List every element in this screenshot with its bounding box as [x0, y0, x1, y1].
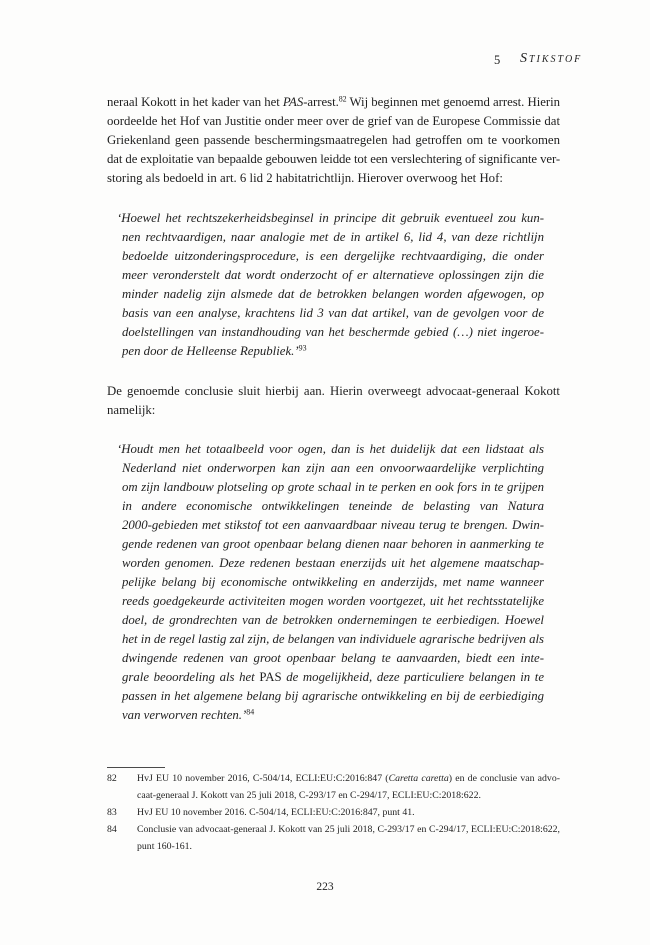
quote-line: [122, 342, 544, 361]
page-number: 223: [316, 881, 334, 893]
footnote-ref: 82: [338, 94, 347, 104]
quote-line: [122, 668, 544, 687]
body-paragraph: [107, 382, 560, 420]
text-segment: HvJ EU 10 november 2016, C-504/14, ECLI:EU:C:2016:847 (: [137, 773, 389, 784]
footnote-text: [137, 770, 560, 804]
text-line: Griekenland geen passende beschermingsmaatregelen had getroffen om te voorkomen: [107, 133, 560, 147]
text-line: De genoemde conclusie sluit hierbij aan. Hierin overweegt advocaat-generaal Kokott: [107, 384, 560, 398]
text-segment: de mogelijkheid, deze particuliere belangen in te: [281, 670, 544, 684]
footnote-line: caat-generaal J. Kokott van 25 juli 2018, C-293/17 en C-294/17, ECLI:EU:C:2018:622.: [137, 790, 481, 801]
text-segment: van verworven rechten.’: [122, 708, 247, 722]
chapter-title: Stikstof: [520, 51, 583, 66]
footnote-ref: 93: [298, 343, 307, 353]
quote-line: nen rechtvaardigen, naar analogie met de in artikel 6, lid 4, van deze richtlijn: [122, 230, 544, 244]
footnote-line: HvJ EU 10 november 2016. C-504/14, ECLI:EU:C:2016:847, punt 41.: [137, 807, 415, 818]
quote-line: ‘Hoewel het rechtszekerheidsbeginsel in principe dit gebruik eventueel zou kun-: [117, 211, 544, 225]
text-segment: -arrest.: [303, 95, 339, 109]
body-paragraph: [107, 93, 560, 188]
block-quote: [117, 440, 544, 725]
quote-line: het in de regel lastig zal zijn, de belangen van individuele agrarische bedrijven als: [122, 632, 544, 646]
chapter-number: 5: [494, 53, 501, 67]
quote-line: om zijn landbouw plotseling op grote schaal in te perken en ook fors in te grijpen: [122, 480, 544, 494]
text-segment: ) en de conclusie van advo-: [448, 773, 560, 784]
text-line: oordeelde het Hof van Justitie onder meer over de grief van de Europese Commissie dat: [107, 114, 560, 128]
quote-line: meer veronderstelt dat wordt onderzocht of er alternatieve oplossingen zijn die: [122, 268, 544, 282]
upright-term: PAS: [259, 670, 282, 684]
quote-line: Nederland niet onderworpen kan zijn aan een onvoorwaardelijke verplichting: [122, 461, 544, 475]
quote-line: 2000-gebieden met stikstof tot een aanvaardbaar niveau terug te brengen. Dwin-: [122, 518, 544, 532]
quote-line: pelijke belang bij economische ontwikkeling en anderzijds, met name wanneer: [122, 575, 544, 589]
quote-line: basis van een analyse, krachtens lid 3 van dat artikel, van de gevolgen voor de: [122, 306, 544, 320]
quote-line: gende redenen van groot openbaar belang dienen naar behoren in aanmerking te: [122, 537, 544, 551]
footnote-line: [137, 770, 560, 787]
footnote-number: 82: [107, 773, 117, 784]
text-line: namelijk:: [107, 403, 156, 417]
quote-line: worden genomen. Deze redenen bestaan enerzijds uit het algemene maatschap-: [122, 556, 544, 570]
quote-line: minder nadelig zijn alsmede dat de betrokken belangen worden afgewogen, op: [122, 287, 544, 301]
quote-line: ‘Houdt men het totaalbeeld voor ogen, dan is het duidelijk dat een lidstaat als: [117, 442, 544, 456]
text-segment: pen door de Helleense Republiek.’: [122, 344, 299, 358]
footnote-number: 84: [107, 824, 117, 835]
footnote-number: 83: [107, 807, 117, 818]
footnote-line: punt 160-161.: [137, 841, 192, 852]
footnotes: [107, 770, 560, 855]
footnote-text: [137, 804, 560, 821]
quote-line: doelstellingen van instandhouding van het beschermde gebied (…) niet ingeroe-: [122, 325, 544, 339]
block-quote: [117, 209, 544, 361]
quote-line: in andere economische ontwikkelingen teneinde de belasting van Natura: [122, 499, 544, 513]
footnote: [107, 804, 560, 821]
text-segment: grale beoordeling als het: [122, 670, 260, 684]
quote-line: reeds goedgekeurde activiteiten mogen worden voortgezet, uit het rechtsstatelijke: [122, 594, 544, 608]
text-line: dat de exploitatie van bepaalde gebouwen leidde tot een verslechtering of significante ver-: [107, 152, 561, 166]
text-line: [107, 93, 560, 112]
text-segment: Wij beginnen met genoemd arrest. Hierin: [346, 95, 560, 109]
footnote-line: Conclusie van advocaat-generaal J. Kokott van 25 juli 2018, C-293/17 en C-294/17, ECLI:EU:C:2018:622,: [137, 824, 560, 835]
italic-term: Caretta caretta: [388, 773, 449, 784]
italic-term: PAS: [282, 95, 304, 109]
quote-line: dwingende redenen van groot openbaar belang te aanvaarden, biedt een inte-: [122, 651, 544, 665]
footnote: [107, 821, 560, 855]
footnote: [107, 770, 560, 804]
text-segment: neraal Kokott in het kader van het: [107, 95, 283, 109]
quote-line: [122, 706, 544, 725]
quote-line: bedoelde uitzonderingsprocedure, is een dergelijke rechtvaardiging, die onder: [122, 249, 544, 263]
quote-line: doel, de grondrechten van de betrokken ondernemingen te eerbiedigen. Hoewel: [122, 613, 544, 627]
footnote-text: [137, 821, 560, 855]
footnote-ref: 84: [246, 707, 255, 717]
quote-line: passen in het algemene belang bij agrarische ontwikkeling en bij de eerbiediging: [122, 689, 544, 703]
footnote-separator: [107, 767, 165, 768]
text-line: storing als bedoeld in art. 6 lid 2 habitatrichtlijn. Hierover overwoog het Hof:: [107, 171, 503, 185]
